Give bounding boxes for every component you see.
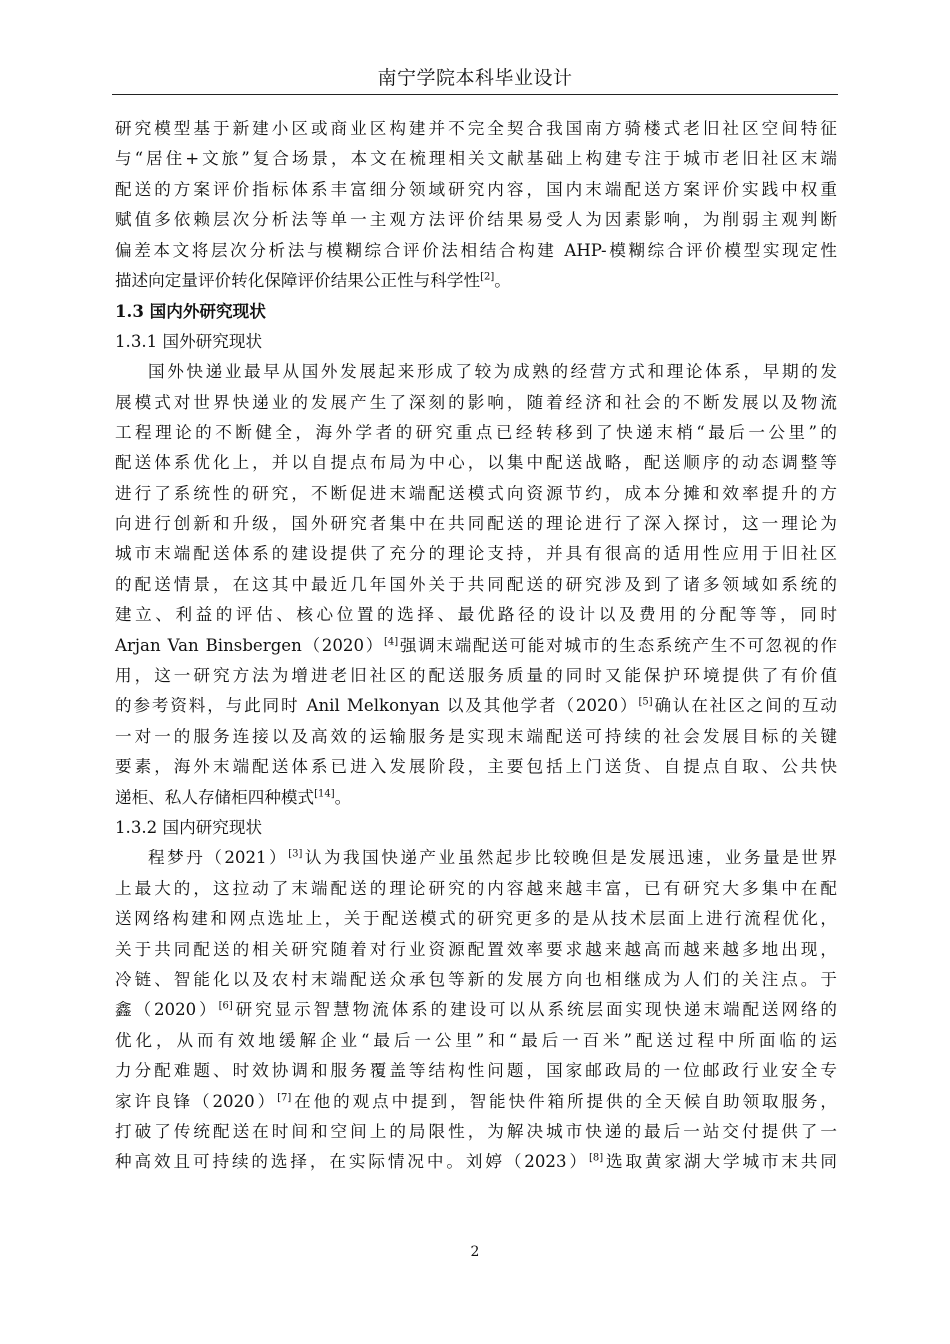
citation-ref: [8]	[588, 1152, 604, 1164]
body-text	[115, 114, 837, 1178]
paragraph-line	[115, 144, 837, 174]
line-text: 工程理论的不断健全，海外学者的研究重点已经转移到了快递末梢“最后一公里”的	[115, 422, 837, 442]
line-text: 展模式对世界快递业的发展产生了深刻的影响，随着经济和社会的不断发展以及物流	[115, 392, 837, 412]
line-text: 偏差本文将层次分析法与模糊综合评价法相结合构建 AHP-模糊综合评价模型实现定性	[115, 240, 837, 260]
line-text-after: 在他的观点中提到，智能快件箱所提供的全天候自助领取服务，	[291, 1091, 837, 1111]
line-text: 配送体系优化上，并以自提点布局为中心，以集中配送战略，配送顺序的动态调整等	[115, 453, 837, 473]
line-text: 国外快递业最早从国外发展起来形成了较为成熟的经营方式和理论体系，早期的发	[148, 362, 837, 382]
paragraph-line	[115, 1026, 837, 1056]
line-text-after: 研究显示智慧物流体系的建设可以从系统层面实现快递末端配送网络的	[232, 1000, 838, 1020]
paragraph-line	[115, 1147, 837, 1177]
line-text-after: 。	[494, 270, 511, 290]
line-text: Arjan Van Binsbergen（2020）	[115, 635, 384, 655]
line-text: 用，这一研究方法为增进老旧社区的配送服务质量的同时又能保护环境提供了有价值	[115, 666, 837, 686]
line-text: 描述向定量评价转化保障评价结果公正性与科学性	[115, 270, 481, 290]
paragraph-line	[115, 661, 837, 691]
line-text-after: 强调末端配送可能对城市的生态系统产生不可忽视的作	[398, 635, 837, 655]
line-text: 上最大的，这拉动了末端配送的理论研究的内容越来越丰富，已有研究大多集中在配	[115, 878, 837, 898]
paragraph-line	[115, 752, 837, 782]
line-text: 鑫（2020）	[115, 1000, 219, 1020]
paragraph-line	[115, 1117, 837, 1147]
paragraph-line	[115, 600, 837, 630]
paragraph-line	[115, 509, 837, 539]
line-text: 与“居住+文旅”复合场景，本文在梳理相关文献基础上构建专注于城市老旧社区末端	[115, 149, 837, 169]
citation-ref: [7]	[277, 1091, 292, 1103]
citation-ref: [6]	[218, 1000, 233, 1012]
line-text: 1.3.1 国外研究现状	[115, 331, 263, 351]
line-text: 种高效且可持续的选择，在实际情况中。刘婷（2023）	[115, 1152, 589, 1172]
paragraph-line	[115, 904, 837, 934]
line-text: 城市末端配送体系的建设提供了充分的理论支持，并具有很高的适用性应用于旧社区	[115, 544, 837, 564]
paragraph-line	[115, 205, 837, 235]
line-text: 送网络构建和网点选址上，关于配送模式的研究更多的是从技术层面上进行流程优化，	[115, 909, 837, 929]
line-text-after: 认为我国快递产业虽然起步比较晚但是发展迅速，业务量是世界	[302, 848, 837, 868]
paragraph-line	[115, 570, 837, 600]
line-text: 研究模型基于新建小区或商业区构建并不完全契合我国南方骑楼式老旧社区空间特征	[115, 119, 837, 138]
line-text: 冷链、智能化以及农村末端配送众承包等新的发展方向也相继成为人们的关注点。于	[115, 969, 837, 989]
page-number: 2	[470, 1244, 480, 1260]
line-text: 优化，从而有效地缓解企业“最后一公里”和“最后一百米”配送过程中所面临的运	[115, 1030, 837, 1050]
paragraph-line	[115, 418, 837, 448]
paragraph-line	[115, 631, 837, 661]
paragraph-line	[115, 1087, 837, 1117]
line-text-after: 选取黄家湖大学城市末共同	[603, 1152, 838, 1172]
paragraph-line	[115, 965, 837, 995]
citation-ref: [14]	[314, 788, 335, 800]
line-text: 关于共同配送的相关研究随着对行业资源配置效率要求越来越高而越来越多地出现，	[115, 939, 837, 959]
paragraph-line	[115, 357, 837, 387]
paragraph-line	[115, 175, 837, 205]
paragraph-line	[115, 995, 837, 1025]
paragraph-line	[115, 1056, 837, 1086]
subsection-heading	[115, 327, 837, 357]
line-text: 建立、利益的评估、核心位置的选择、最优路径的设计以及费用的分配等等，同时	[115, 605, 837, 625]
paragraph-line	[115, 266, 837, 296]
paragraph-line	[115, 691, 837, 721]
paragraph-line	[115, 783, 837, 813]
line-text: 要素，海外末端配送体系已进入发展阶段，主要包括上门送货、自提点自取、公共快	[115, 757, 837, 777]
header-rule	[112, 94, 838, 95]
citation-ref: [5]	[638, 696, 653, 708]
line-text: 递柜、私人存储柜四种模式	[115, 787, 315, 807]
paragraph-line	[115, 843, 837, 873]
line-text: 赋值多依赖层次分析法等单一主观方法评价结果易受人为因素影响，为削弱主观判断	[115, 210, 837, 230]
paragraph-line	[115, 935, 837, 965]
line-text: 力分配难题、时效协调和服务覆盖等结构性问题，国家邮政局的一位邮政行业安全专	[115, 1061, 837, 1081]
citation-ref: [4]	[384, 636, 399, 648]
page-header-title: 南宁学院本科毕业设计	[377, 67, 573, 89]
line-text: 一对一的服务连接以及高效的运输服务是实现末端配送可持续的社会发展目标的关键	[115, 726, 837, 746]
paragraph-line	[115, 388, 837, 418]
line-text: 向进行创新和升级，国外研究者集中在共同配送的理论进行了深入探讨，这一理论为	[115, 514, 837, 534]
line-text: 1.3.2 国内研究现状	[115, 817, 263, 837]
subsection-heading	[115, 813, 837, 843]
paragraph-line	[115, 539, 837, 569]
paragraph-line	[115, 722, 837, 752]
line-text: 进行了系统性的研究，不断促进末端配送模式向资源节约，成本分摊和效率提升的方	[115, 483, 837, 503]
line-text: 打破了传统配送在时间和空间上的局限性，为解决城市快递的最后一站交付提供了一	[115, 1121, 837, 1141]
paragraph-line	[115, 114, 837, 144]
line-text-after: 确认在社区之间的互动	[652, 696, 837, 716]
line-text: 配送的方案评价指标体系丰富细分领域研究内容，国内末端配送方案评价实践中权重	[115, 179, 837, 199]
section-heading	[115, 296, 837, 326]
paragraph-line	[115, 236, 837, 266]
paragraph-line	[115, 874, 837, 904]
paragraph-line	[115, 479, 837, 509]
citation-ref: [3]	[288, 848, 303, 860]
line-text: 程梦丹（2021）	[148, 848, 289, 868]
line-text: 1.3 国内外研究现状	[115, 301, 266, 322]
line-text-after: 。	[334, 787, 352, 807]
paragraph-line	[115, 448, 837, 478]
line-text: 家许良锋（2020）	[115, 1091, 278, 1111]
line-text: 的配送情景，在这其中最近几年国外关于共同配送的研究涉及到了诸多领域如系统的	[115, 574, 837, 594]
citation-ref: [2]	[480, 271, 495, 283]
line-text: 的参考资料，与此同时 Anil Melkonyan 以及其他学者（2020）	[115, 696, 639, 716]
